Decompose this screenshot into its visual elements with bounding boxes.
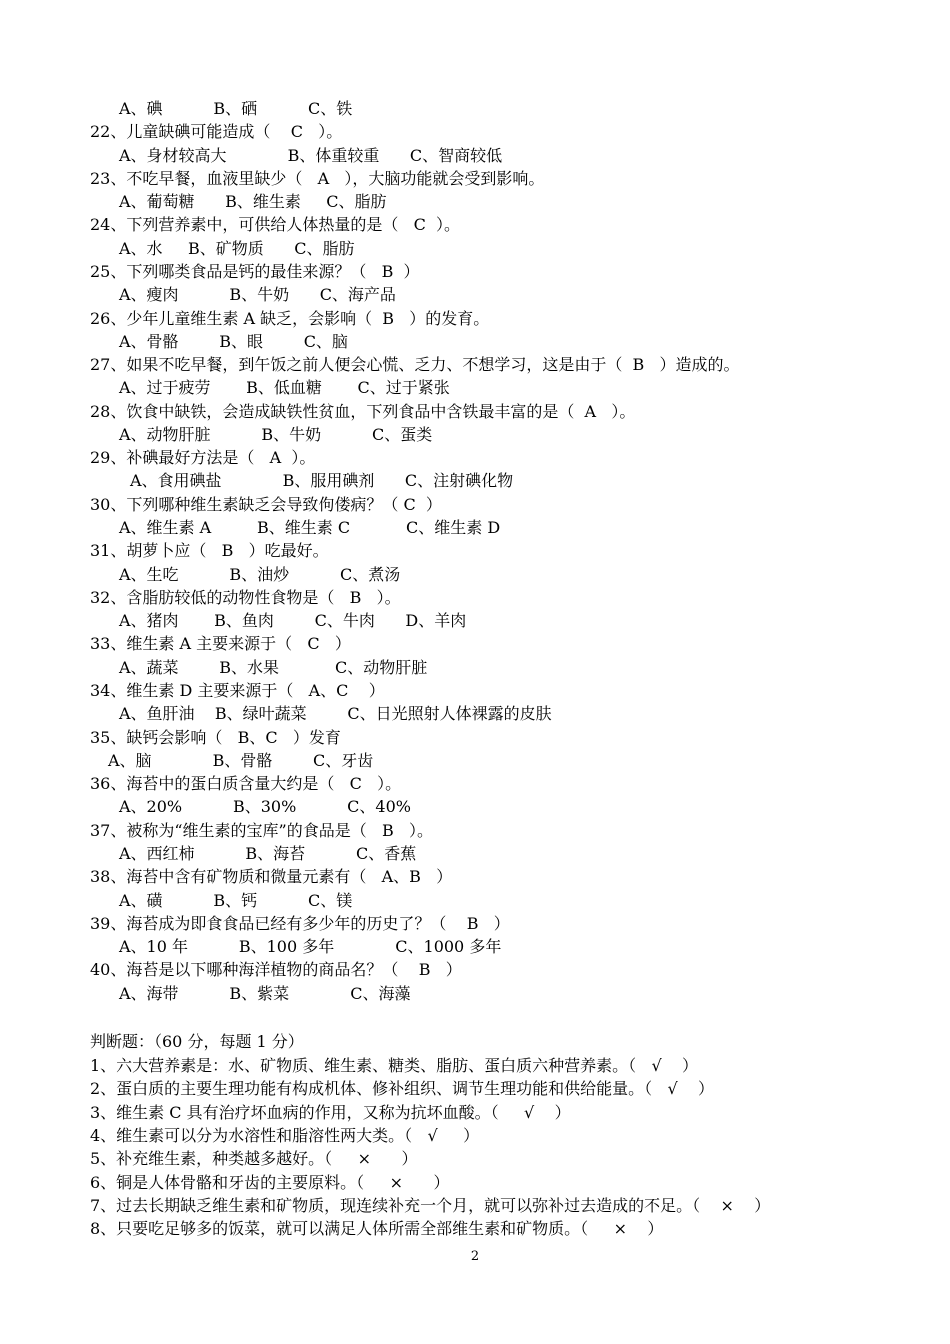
options-line: A、西红柿 B、海苔 C、香蕉 <box>119 843 417 863</box>
question-line: 30、下列哪种维生素缺乏会导致佝偻病？（ C ） <box>90 494 442 514</box>
options-line: A、碘 B、硒 C、铁 <box>119 99 353 118</box>
options-line: A、骨骼 B、眼 C、脑 <box>119 331 348 351</box>
true-false-item: 7、过去长期缺乏维生素和矿物质，现连续补充一个月，就可以弥补过去造成的不足。（ × ） <box>90 1195 771 1215</box>
question-line: 26、少年儿童维生素 A 缺乏，会影响（ B ）的发育。 <box>90 308 490 328</box>
true-false-item: 5、补充维生素，种类越多越好。（ × ） <box>90 1149 418 1169</box>
true-false-item: 2、蛋白质的主要生理功能有构成机体、修补组织、调节生理功能和供给能量。（ √ ） <box>90 1079 714 1099</box>
true-false-item: 6、铜是人体骨骼和牙齿的主要原料。（ × ） <box>90 1172 450 1192</box>
options-line: A、20% B、30% C、40% <box>119 797 411 817</box>
question-line: 40、海苔是以下哪种海洋植物的商品名？（ B ） <box>90 960 462 980</box>
options-line: A、鱼肝油 B、绿叶蔬菜 C、日光照射人体裸露的皮肤 <box>119 704 552 724</box>
question-line: 29、补碘最好方法是（ A ）。 <box>90 448 316 468</box>
options-line: A、过于疲劳 B、低血糖 C、过于紧张 <box>119 378 450 398</box>
options-line: A、脑 B、骨骼 C、牙齿 <box>108 750 374 770</box>
options-line: A、身材较高大 B、体重较重 C、智商较低 <box>119 145 503 165</box>
question-line: 31、胡萝卜应（ B ）吃最好。 <box>90 541 329 561</box>
true-false-item: 1、六大营养素是：水、矿物质、维生素、糖类、脂肪、蛋白质六种营养素。（ √ ） <box>90 1056 698 1075</box>
options-line: A、磺 B、钙 C、镁 <box>119 890 353 910</box>
question-line: 27、如果不吃早餐，到午饭之前人便会心慌、乏力、不想学习，这是由于（ B ）造成的。 <box>90 355 740 375</box>
question-line: 34、维生素 D 主要来源于（ A、C ） <box>90 681 385 700</box>
options-line: A、动物肝脏 B、牛奶 C、蛋类 <box>119 424 433 444</box>
true-false-item: 8、只要吃足够多的饭菜，就可以满足人体所需全部维生素和矿物质。（ × ） <box>90 1219 664 1239</box>
question-line: 37、被称为“维生素的宝库”的食品是（ B ）。 <box>90 820 433 840</box>
question-line: 38、海苔中含有矿物质和微量元素有（ A、B ） <box>90 867 453 887</box>
options-line: A、10 年 B、100 多年 C、1000 多年 <box>119 937 502 957</box>
question-line: 25、下列哪类食品是钙的最佳来源？（ B ） <box>90 261 420 281</box>
true-false-item: 3、维生素 C 具有治疗坏血病的作用，又称为抗坏血酸。（ √ ） <box>90 1102 571 1122</box>
options-line: A、葡萄糖 B、维生素 C、脂肪 <box>119 192 387 212</box>
options-line: A、食用碘盐 B、服用碘剂 C、注射碘化物 <box>130 471 514 491</box>
question-line: 35、缺钙会影响（ B、C ）发育 <box>90 727 341 747</box>
options-line: A、瘦肉 B、牛奶 C、海产品 <box>119 285 396 305</box>
question-line: 24、下列营养素中，可供给人体热量的是（ C ）。 <box>90 215 461 235</box>
true-false-item: 4、维生素可以分为水溶性和脂溶性两大类。（ √ ） <box>90 1125 480 1145</box>
page-number: 2 <box>470 1249 480 1264</box>
question-line: 28、饮食中缺铁，会造成缺铁性贫血，下列食品中含铁最丰富的是（ A ）。 <box>90 401 636 421</box>
options-line: A、猪肉 B、鱼肉 C、牛肉 D、羊肉 <box>119 611 467 631</box>
options-line: A、蔬菜 B、水果 C、动物肝脏 <box>119 657 428 677</box>
question-line: 23、不吃早餐，血液里缺少（ A ），大脑功能就会受到影响。 <box>90 168 545 188</box>
options-line: A、生吃 B、油炒 C、煮汤 <box>119 564 401 584</box>
options-line: A、维生素 A B、维生素 C C、维生素 D <box>119 518 501 538</box>
true-false-heading: 判断题：（60 分，每题 1 分） <box>90 1032 304 1051</box>
question-line: 33、维生素 A 主要来源于（ C ） <box>90 634 351 654</box>
question-line: 36、海苔中的蛋白质含量大约是（ C ）。 <box>90 774 402 794</box>
question-line: 22、儿童缺碘可能造成（ C ）。 <box>90 122 343 142</box>
question-line: 32、含脂肪较低的动物性食物是（ B ）。 <box>90 587 401 607</box>
options-line: A、海带 B、紫菜 C、海藻 <box>119 983 411 1003</box>
question-line: 39、海苔成为即食食品已经有多少年的历史了？（ B ） <box>90 913 510 933</box>
options-line: A、水 B、矿物质 C、脂肪 <box>119 238 355 258</box>
